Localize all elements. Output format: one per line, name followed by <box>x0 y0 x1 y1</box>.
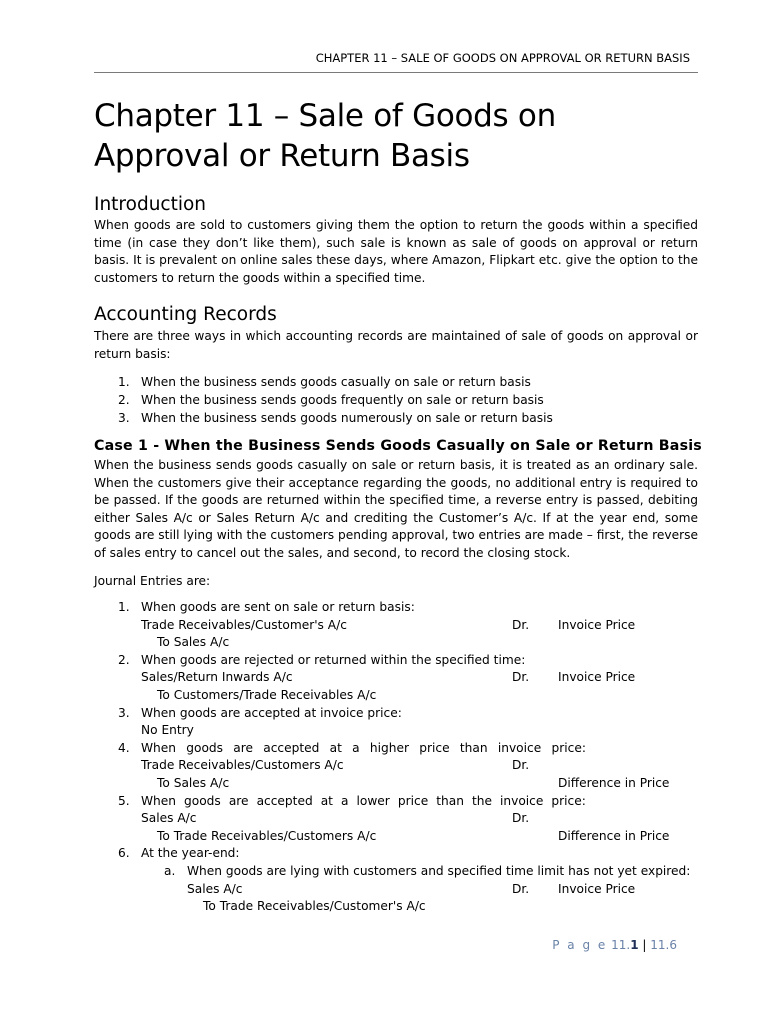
journal-entries-list <box>94 599 698 916</box>
amount: Difference in Price <box>558 775 670 790</box>
accounting-records-heading: Accounting Records <box>94 304 277 325</box>
entry-1-heading-row <box>94 599 698 617</box>
list-item <box>94 409 698 427</box>
list-item-number: 2. <box>118 393 130 407</box>
page-footer <box>552 938 677 952</box>
page-number: 1 <box>630 938 639 952</box>
case-1-paragraph: When the business sends goods casually on sale or return basis, it is treated as an ordinary sale. When the customers give their acceptance regarding the goods, no additional entry is required to be passed. If the goods are returned within the specified time, a reverse entry is passed, debiting either Sales A/c or Sales Return A/c and crediting the Customer’s A/c. If at the year end, some goods are still lying with the customers pending approval, two entries are made – first, the reverse of sales entry to cancel out the sales, and second, to record the closing stock. <box>94 458 698 560</box>
entry-description: When goods are accepted at invoice price: <box>141 705 402 720</box>
introduction-paragraph: When goods are sold to customers giving them the option to return the goods within a specified time (in case they don’t like them), such sale is known as sale of goods on approval or return basis. It is prevalent on online sales these days, where Amazon, Flipkart etc. give the option to the customers to return the goods within a specified time. <box>94 218 698 285</box>
sub-entry-label: a. <box>164 863 176 878</box>
list-item-text: When the business sends goods numerously on sale or return basis <box>141 411 553 425</box>
entry-6-heading-row <box>94 845 698 863</box>
entry-description: When goods are accepted at a lower price than the invoice price: <box>141 793 586 808</box>
credit-account: To Trade Receivables/Customer's A/c <box>203 899 426 914</box>
accounting-records-paragraph: There are three ways in which accounting records are maintained of sale of goods on approval or return basis: <box>94 329 698 361</box>
dr-marker: Dr. <box>512 881 530 896</box>
credit-account: To Customers/Trade Receivables A/c <box>157 687 377 702</box>
entry-2-heading-row <box>94 652 698 670</box>
debit-account: Trade Receivables/Customers A/c <box>141 758 344 773</box>
page-label: P a g e <box>552 938 608 952</box>
entry-6a-credit-row <box>94 898 698 916</box>
credit-account: To Sales A/c <box>157 635 230 650</box>
debit-account: Sales A/c <box>141 811 197 826</box>
page-separator: | <box>642 938 647 952</box>
entry-5-credit-row <box>94 828 698 846</box>
entry-6a-heading-row <box>94 863 698 881</box>
entry-description: When goods are accepted at a higher price than invoice price: <box>141 740 586 755</box>
case-1-heading: Case 1 - When the Business Sends Goods Casually on Sale or Return Basis <box>94 438 702 454</box>
chapter-title-line-1: Chapter 11 – Sale of Goods on <box>94 98 556 134</box>
dr-marker: Dr. <box>512 617 530 632</box>
header-divider <box>94 72 698 73</box>
credit-account: To Trade Receivables/Customers A/c <box>157 828 377 843</box>
sub-entry-description: When goods are lying with customers and specified time limit has not yet expired: <box>187 863 691 878</box>
chapter-title-line-2: Approval or Return Basis <box>94 138 470 174</box>
amount: Difference in Price <box>558 828 670 843</box>
entry-description: When goods are rejected or returned within the specified time: <box>141 652 526 667</box>
entry-description: When goods are sent on sale or return basis: <box>141 600 415 614</box>
amount: Invoice Price <box>558 670 636 685</box>
entry-note: No Entry <box>141 723 194 738</box>
list-item-number: 1. <box>118 375 130 389</box>
debit-account: Sales/Return Inwards A/c <box>141 670 293 685</box>
entry-4-debit-row <box>94 757 698 775</box>
entry-3-heading-row <box>94 705 698 723</box>
entry-description: At the year-end: <box>141 846 240 861</box>
debit-account: Trade Receivables/Customer's A/c <box>141 617 347 632</box>
entry-4-heading-row <box>94 740 698 758</box>
entry-1-debit-row <box>94 617 698 635</box>
list-item <box>94 373 698 391</box>
credit-account: To Sales A/c <box>157 775 230 790</box>
entry-number: 5. <box>118 793 130 808</box>
entry-5-debit-row <box>94 810 698 828</box>
entry-2-credit-row <box>94 687 698 705</box>
entry-number: 2. <box>118 652 130 667</box>
running-header: CHAPTER 11 – SALE OF GOODS ON APPROVAL OR RETURN BASIS <box>315 51 690 65</box>
list-item-number: 3. <box>118 411 130 425</box>
list-item-text: When the business sends goods casually on sale or return basis <box>141 375 531 389</box>
dr-marker: Dr. <box>512 758 530 773</box>
entry-5-heading-row <box>94 793 698 811</box>
page-total: 11.6 <box>650 938 677 952</box>
list-item <box>94 391 698 409</box>
entry-number: 3. <box>118 705 130 720</box>
dr-marker: Dr. <box>512 670 530 685</box>
amount: Invoice Price <box>558 617 636 632</box>
entry-number: 1. <box>118 600 130 614</box>
amount: Invoice Price <box>558 881 636 896</box>
dr-marker: Dr. <box>512 811 530 826</box>
entry-2-debit-row <box>94 669 698 687</box>
entry-number: 6. <box>118 846 130 861</box>
entry-3-note-row <box>94 722 698 740</box>
chapter-title <box>94 96 698 176</box>
entry-1-credit-row <box>94 634 698 652</box>
introduction-heading: Introduction <box>94 194 207 215</box>
journal-entries-intro: Journal Entries are: <box>94 574 211 588</box>
entry-4-credit-row <box>94 775 698 793</box>
debit-account: Sales A/c <box>187 881 243 896</box>
methods-list <box>94 373 698 427</box>
entry-number: 4. <box>118 740 130 755</box>
list-item-text: When the business sends goods frequently on sale or return basis <box>141 393 544 407</box>
chapter-number: 11. <box>611 938 631 952</box>
entry-6a-debit-row <box>94 881 698 899</box>
